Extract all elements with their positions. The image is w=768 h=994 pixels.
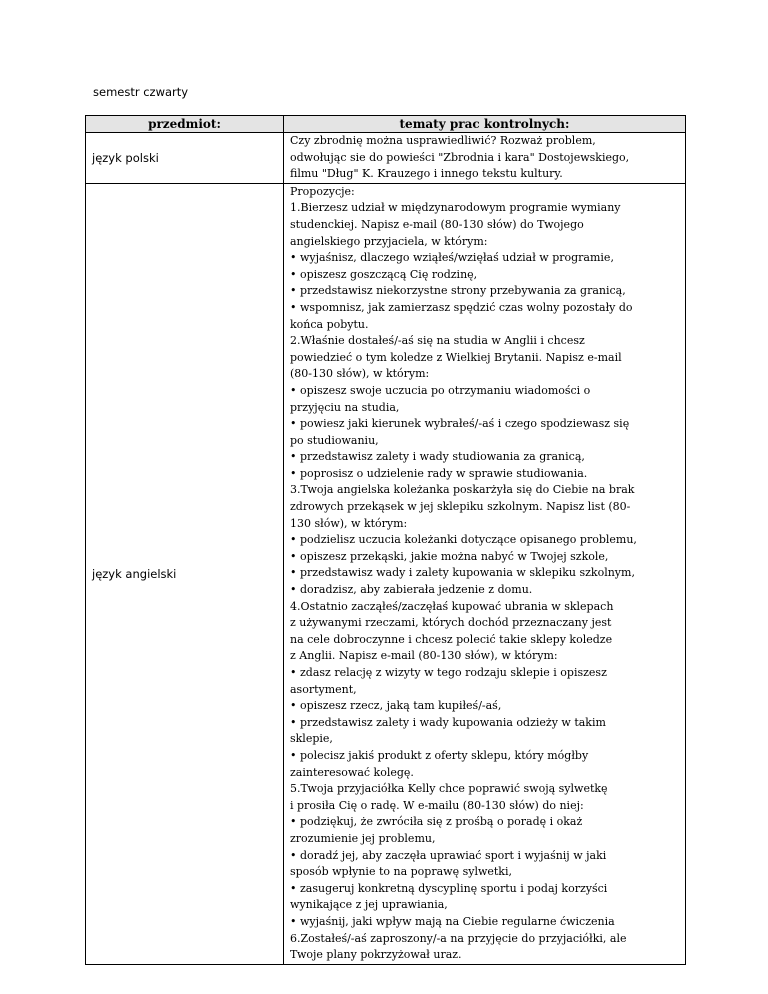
topic-line: • przedstawisz niekorzystne strony przebywania za granicą, [290, 284, 626, 298]
topic-line: (80-130 słów), w którym: [290, 367, 430, 381]
topic-line: po studiowaniu, [290, 433, 379, 447]
topic-line: z używanymi rzeczami, których dochód przeznaczany jest [290, 616, 612, 630]
topic-line: 130 słów), w którym: [290, 516, 408, 530]
topic-line: • przedstawisz wady i zalety kupowania w sklepiku szkolnym, [290, 566, 635, 580]
topic-line: • opiszesz przekąski, jakie można nabyć w Twojej szkole, [290, 549, 609, 563]
topic-line: na cele dobroczynne i chcesz polecić takie sklepy koledze [290, 632, 613, 646]
topic-line: • zdasz relację z wizyty w tego rodzaju sklepie i opiszesz [290, 666, 607, 679]
topic-line: i prosiła Cię o radę. W e-mailu (80-130 słów) do niej: [290, 798, 584, 812]
topic-line: wynikające z jej uprawiania, [290, 898, 448, 912]
topic-line: 5.Twoja przyjaciółka Kelly chce poprawić swoją sylwetkę [290, 782, 608, 796]
table-row [86, 133, 686, 184]
topic-line: Propozycje: [290, 184, 355, 198]
topic-line: studenckiej. Napisz e-mail (80-130 słów) do Twojego [290, 217, 584, 231]
topic-line: • wspomnisz, jak zamierzasz spędzić czas wolny pozostały do [290, 300, 633, 314]
topic-line: • wyjaśnisz, dlaczego wziąłeś/wzięłaś udział w programie, [290, 251, 614, 265]
topic-line: • doradź jej, aby zaczęła uprawiać sport i wyjaśnij w jaki [290, 848, 607, 862]
topic-line: • wyjaśnij, jaki wpływ mają na Ciebie regularne ćwiczenia [290, 914, 615, 928]
topic-line: • powiesz jaki kierunek wybrałeś/-aś i czego spodziewasz się [290, 417, 630, 431]
header-subject: przedmiot: [86, 116, 284, 133]
topic-line: • doradzisz, aby zabierała jedzenie z domu. [290, 583, 533, 597]
topic-line: asortyment, [290, 682, 357, 696]
subject-cell: język polski [86, 133, 284, 184]
topic-line: powiedzieć o tym koledze z Wielkiej Brytanii. Napisz e-mail [290, 350, 622, 364]
table-row [86, 183, 686, 964]
header-topics: tematy prac kontrolnych: [284, 116, 686, 133]
topic-line: • przedstawisz zalety i wady kupowania odzieży w takim [290, 715, 606, 729]
topic-line: 2.Właśnie dostałeś/-aś się na studia w Anglii i chcesz [290, 334, 585, 348]
topic-line: • opiszesz rzecz, jaką tam kupiłeś/-aś, [290, 699, 502, 713]
topic-line: • opiszesz goszczącą Cię rodzinę, [290, 267, 478, 281]
topic-line: • podziękuj, że zwróciła się z prośbą o poradę i okaż [290, 815, 583, 829]
topic-line: zdrowych przekąsek w jej sklepiku szkolnym. Napisz list (80- [290, 500, 631, 514]
topic-line: sklepie, [290, 732, 333, 746]
topic-line: zrozumienie jej problemu, [290, 831, 436, 845]
topic-line: 3.Twoja angielska koleżanka poskarżyła się do Ciebie na brak [290, 483, 635, 497]
semester-label: semestr czwarty [93, 85, 189, 99]
topic-line: zainteresować kolegę. [290, 765, 414, 779]
topic-line: • podzielisz uczucia koleżanki dotyczące opisanego problemu, [290, 533, 637, 547]
topic-line: z Anglii. Napisz e-mail (80-130 słów), w którym: [290, 649, 558, 663]
topic-line: • zasugeruj konkretną dyscyplinę sportu i podaj korzyści [290, 881, 608, 895]
topic-line: Czy zbrodnię można usprawiedliwić? Rozważ problem, [290, 134, 596, 147]
topic-line: przyjęciu na studia, [290, 400, 400, 414]
topic-line: • poprosisz o udzielenie rady w sprawie studiowania. [290, 466, 588, 480]
table-header-row [86, 116, 686, 133]
topic-line: • przedstawisz zalety i wady studiowania za granicą, [290, 450, 585, 464]
topics-table [85, 115, 686, 965]
topic-line: odwołując sie do powieści "Zbrodnia i kara" Dostojewskiego, [290, 150, 630, 164]
topic-line: 1.Bierzesz udział w międzynarodowym programie wymiany [290, 201, 621, 215]
topic-line: 6.Zostałeś/-aś zaproszony/-a na przyjęcie do przyjaciółki, ale [290, 931, 627, 945]
topics-cell [284, 183, 686, 964]
topic-line: • polecisz jakiś produkt z oferty sklepu, który mógłby [290, 748, 589, 762]
topic-line: końca pobytu. [290, 317, 369, 331]
topic-line: • opiszesz swoje uczucia po otrzymaniu wiadomości o [290, 383, 591, 397]
topic-line: Twoje plany pokrzyżował uraz. [290, 948, 462, 962]
topics-cell [284, 133, 686, 184]
topic-line: sposób wpłynie to na poprawę sylwetki, [290, 865, 512, 879]
topic-line: filmu "Dług" K. Krauzego i innego tekstu kultury. [290, 167, 563, 181]
subject-cell: język angielski [86, 183, 284, 964]
topic-line: 4.Ostatnio zacząłeś/zaczęłaś kupować ubrania w sklepach [290, 599, 614, 613]
topic-line: angielskiego przyjaciela, w którym: [290, 234, 488, 248]
